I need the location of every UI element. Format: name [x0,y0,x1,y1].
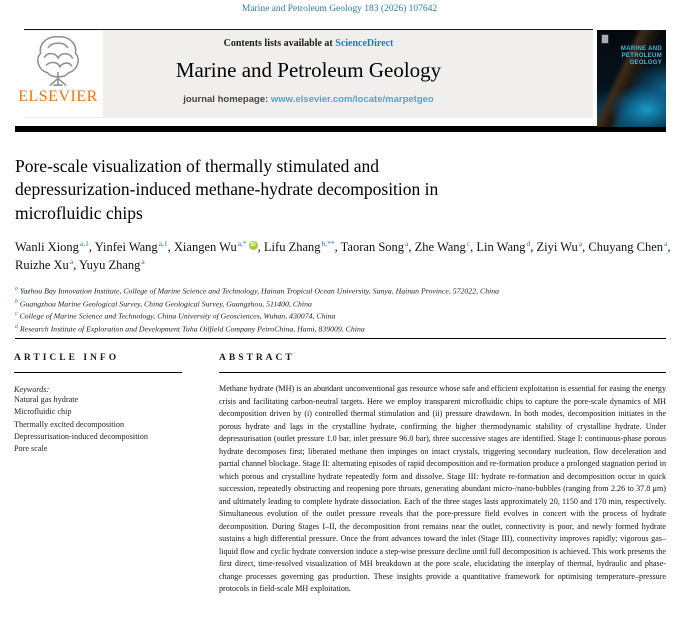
author-affiliation-marker: d [526,239,531,248]
affiliation-item: $^c$ College of Marine Science and Technology, China University of Geosciences, Wuhan, 430074, China [15,311,336,321]
author-name: Chuyang Chen$^a$ [588,239,668,255]
author-name: Yuyu Zhang$^a$ [78,256,145,273]
journal-homepage-line [24,94,593,105]
author-affiliation-marker: b,** [321,239,335,248]
header-divider-bar [15,126,666,132]
abstract-section [219,353,666,596]
author-affiliation-marker: a,1 [158,239,168,248]
cover-publisher-mark-icon [601,34,609,44]
abstract-text: Methane hydrate (MH) is an abundant unconventional gas resource whose safe and efficient exploitation is essential for easing the energy crisis and facilitating carbon-neutral targets. Here we employ transparent microfluidic chips to capture the pore-scale dynamics of MH decomposition driven by (i) controlled thermal stimulation and (ii) pressure drawdown. In both modes, decomposition initiates in the porous hydrate and lags in the crystalline hydrate, confirming the higher thermodynamic stability of crystalline hydrate. Under depressurisation (outlet pressure 1.0 bar, inlet pressure 96.0 bar), three successive stages are identified. Stage I: continuous-phase porous hydrate decomposes first; liberated methane then impinges on intact crystals, triggering secondary nucleation, flow deceleration and partial channel blockage. Stage II: alternating episodes of rapid decomposition and re-formation produce a prolonged stagnation period in which porous and crystalline hydrate repeatedly form and dissolve. Stage III: hydrate re-formation and decomposition occur in quick succession, repeatedly obstructing and reopening pore throats, generating abundant micro-/nano-bubbles (ranging from 2.26 to 37.8 μm) and ultimately leading to complete hydrate dissociation. Each of the three stages lasts approximately 20, 1150 and 170 min, respectively. Simultaneous evolution of the outlet pressure reveals that the pore-pressure field evolves in concert with the process of hydrate decomposition. During Stages I–II, the decomposition front remains near the outlet, connectivity is poor, and newly formed hydrate sustains a high differential pressure. Once the front advances toward the inlet (Stage III), connectivity improves rapidly; vigorous gas–liquid flow and cyclic hydrate conversion induce a step-wise pressure decline until full decomposition is achieved. This work presents the first direct, time-resolved visualization of MH breakdown at the pore scale, elucidating the interplay of thermal, hydraulic and phase-change processes governing gas production. These insights provide a quantitative framework for optimising temperature–pressure protocols in field-scale MH exploitation. [219,384,666,594]
author-name: Wanli Xiong$^{a,1}$ [15,239,89,255]
contents-prefix-text: Contents lists available at [223,38,336,49]
cover-journal-title [621,46,662,67]
abstract-heading: ABSTRACT [219,353,295,363]
keyword-list [14,394,196,455]
article-info-rule [14,372,182,373]
author-name: Taoran Song$^a$ [340,239,409,255]
journal-homepage-link[interactable]: www.elsevier.com/locate/marpetgeo [270,94,434,105]
journal-header-content [24,38,593,105]
journal-header-band [24,29,593,118]
abstract-rule [219,372,666,373]
elsevier-wordmark: ELSEVIER [18,88,98,105]
affiliation-item: $^b$ Guangzhou Marine Geological Survey, China Geological Survey, Guangzhou, 511400, China [15,298,312,309]
author-name: Yinfei Wang$^{a,1}$ [94,239,168,255]
article-info-heading: ARTICLE INFO [14,353,120,363]
author-affiliation-marker: a [141,256,145,266]
affiliation-item: $^a$ Yazhou Bay Innovation Institute, College of Marine Science and Technology, Hainan Tropical Ocean University, Sanya, Hainan Province, 572022, China [15,286,500,296]
cover-title-line: GEOLOGY [629,60,662,66]
homepage-prefix-text: journal homepage: [183,94,271,105]
journal-title: Marine and Petroleum Geology [175,58,442,82]
elsevier-logo[interactable] [13,31,103,117]
author-affiliation-marker: a [578,239,583,248]
keyword-item: Microfluidic chip [14,407,72,417]
author-affiliation-marker: a [405,239,409,248]
cover-title-line: MARINE AND [620,46,662,52]
cover-title-line: PETROLEUM [621,53,662,59]
orcid-icon[interactable]: iD [250,242,256,248]
author-name: Lin Wang$^d$ [476,239,531,255]
article-title: Pore-scale visualization of thermally stimulated and depressurization-induced methane-hydrate decomposition in microfluidic chips [15,156,439,223]
author-name: Ziyi Wu$^a$ [536,239,583,255]
author-affiliation-marker: a [664,239,668,248]
author-name: Ruizhe Xu$^a$ [15,256,74,273]
contents-list-line [24,38,593,49]
author-affiliation-marker: c [466,239,471,248]
article-info-section [14,353,196,456]
keyword-item: Thermally excited decomposition [14,419,125,429]
author-name: Zhe Wang$^c$ [414,239,471,255]
keywords-label: Keywords: [14,385,50,395]
author-affiliation-marker: a,* [237,239,247,248]
author-affiliation-marker: a,1 [79,239,89,248]
elsevier-tree-icon [29,32,87,90]
affiliation-list [15,285,655,336]
author-list: Wanli Xiong$^{a,1}$, Yinfei Wang$^{a,1}$, Xiangen $Wu^{a,*}$ iD , Lifu Zhang$^{b,**}$, Taoran Song$^a$, Zhe Wang$^c$, Lin Wang$^d$, Ziyi Wu$^a$, Chuyang Chen$^a$, Ruizhe Xu$^a$, Yuyu Zhang$^a$ [15,239,671,273]
journal-citation: Marine and Petroleum Geology 183 (2026) 107642 [241,4,438,14]
author-name: Xiangen $Wu^{a,*}$ iD [173,239,256,255]
keyword-item: Depressurisation-induced decomposition [14,431,148,441]
affiliation-item: $^d$ Research Institute of Exploration and Development Tuha Oilfield Company PetroChina, Hami, 839009, China [15,324,365,334]
author-affiliation-marker: a [69,256,74,266]
journal-cover-thumbnail[interactable] [597,30,666,127]
keyword-item: Pore scale [14,444,48,454]
section-divider-rule [15,338,666,339]
keyword-item: Natural gas hydrate [14,395,79,405]
sciencedirect-link[interactable]: ScienceDirect [335,38,394,49]
author-name: Lifu Zhang$^{b,**}$ [263,239,335,255]
